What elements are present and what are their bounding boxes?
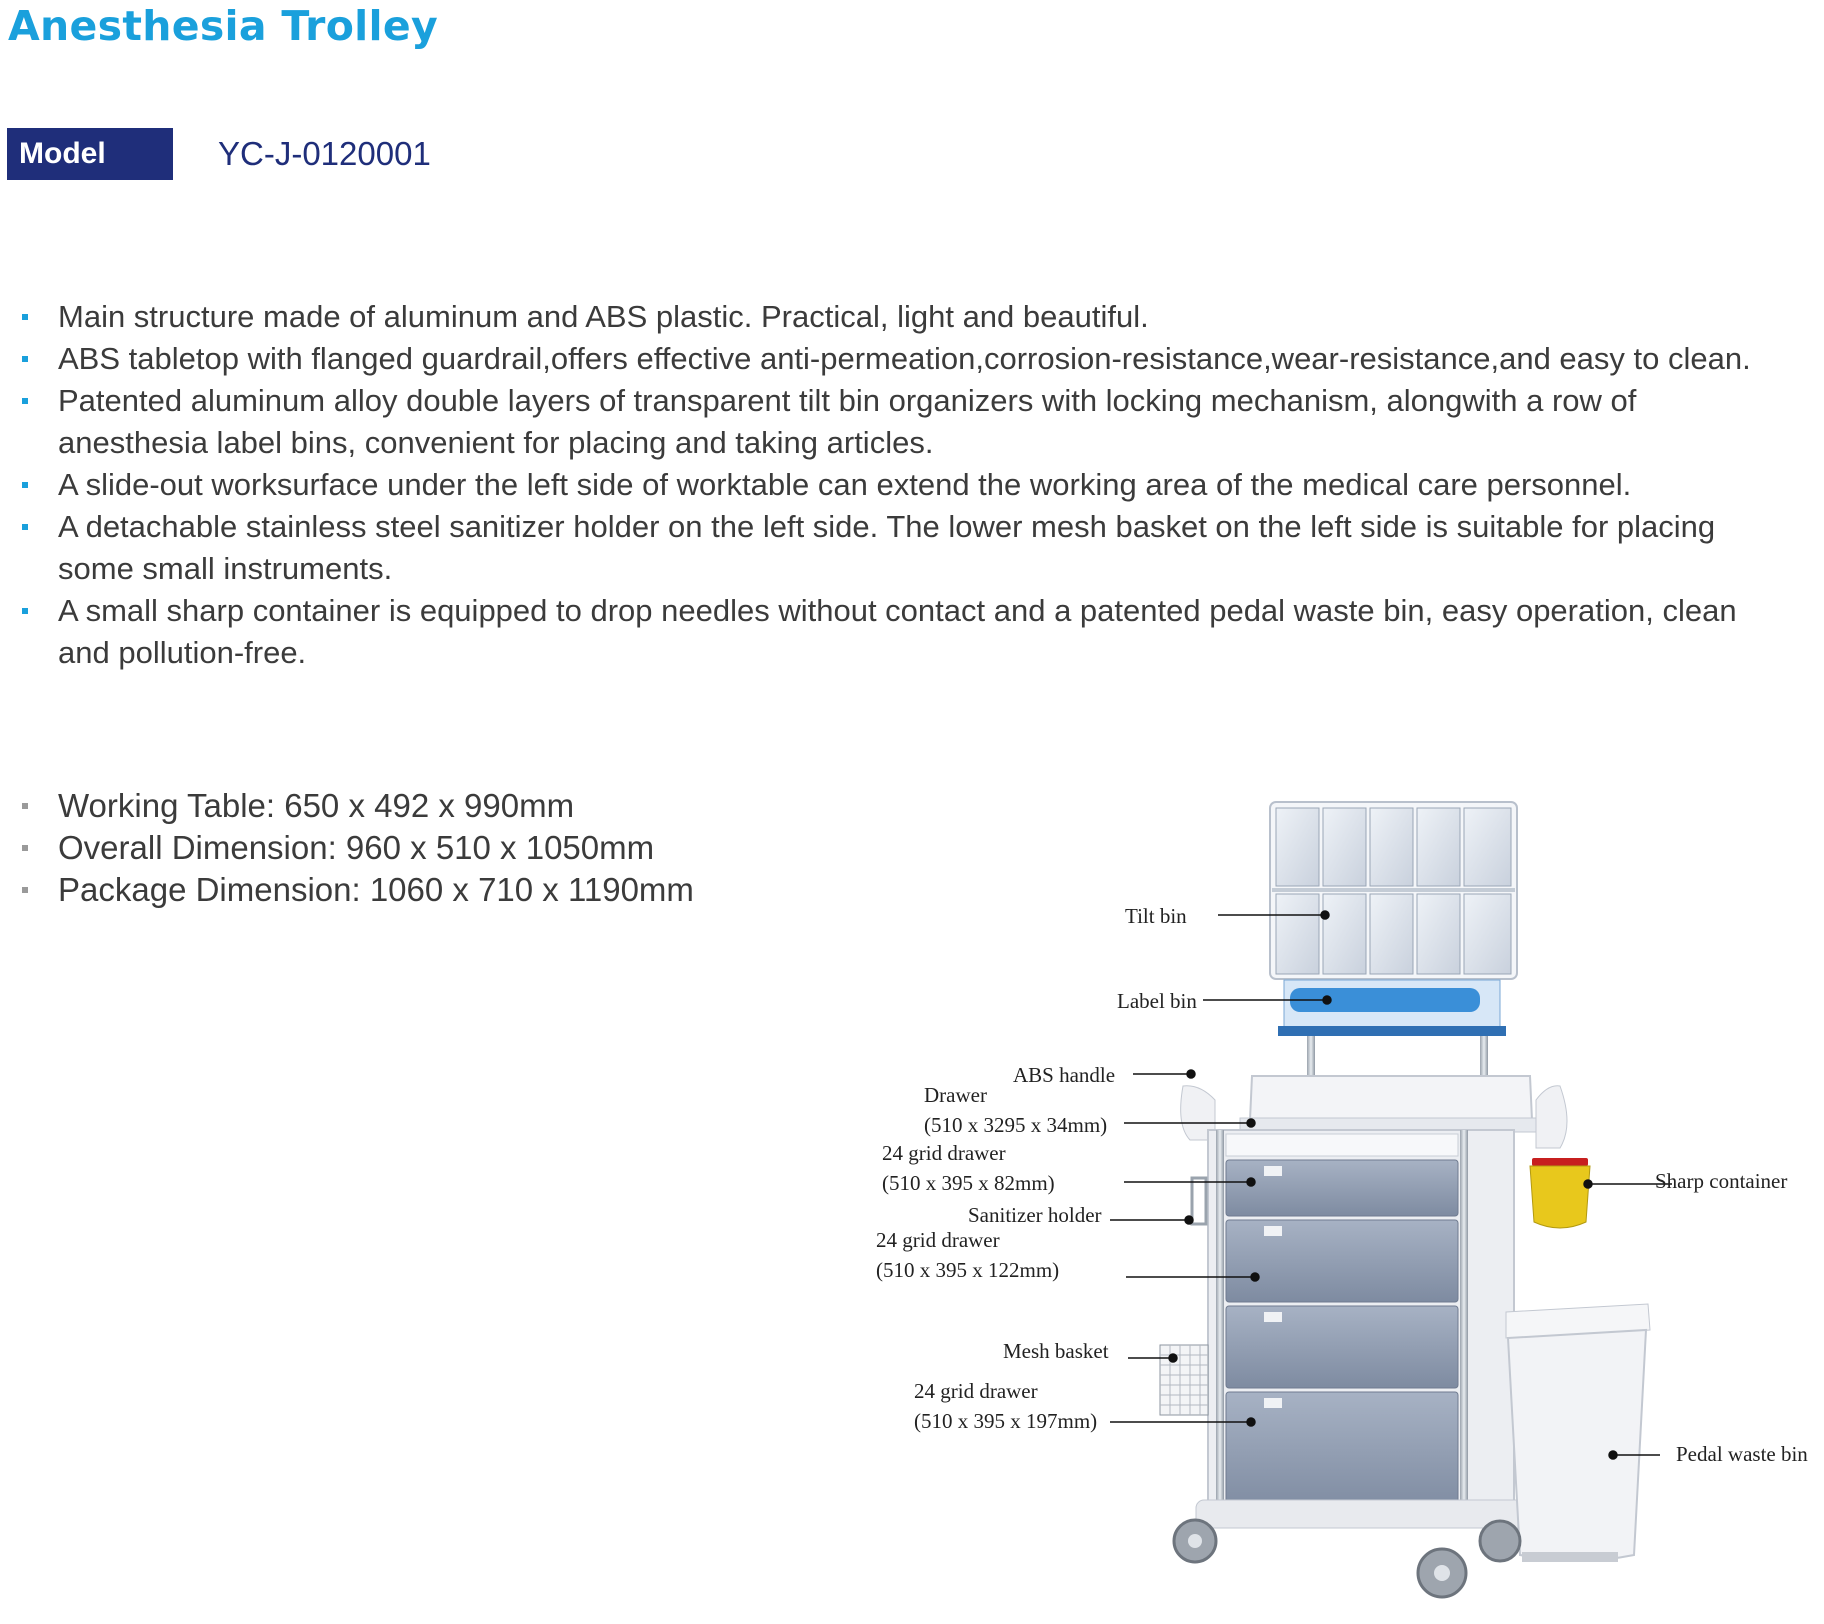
pedal-waste-bin-label: Pedal waste bin: [1676, 1442, 1808, 1466]
model-number-value: YC-J-0120001: [218, 135, 431, 172]
drawer-1-size-label: (510 x 3295 x 34mm): [924, 1113, 1108, 1137]
spec-item: Overall Dimension: 960 x 510 x 1050mm: [22, 827, 694, 869]
tilt-bin-organizer: [1270, 802, 1517, 979]
feature-item: Patented aluminum alloy double layers of transparent tilt bin organizers with locking mechanism, alongwith a row of anesthesia label bins, convenient for placing and taking articles.: [22, 380, 1792, 464]
tilt-bin-label: Tilt bin: [1125, 904, 1187, 928]
sanitizer-holder: [1192, 1178, 1206, 1224]
label-bin: [1278, 980, 1506, 1036]
feature-item: Main structure made of aluminum and ABS plastic. Practical, light and beautiful.: [22, 296, 1792, 338]
pole: [1307, 1036, 1315, 1076]
drawer-2-size-label: (510 x 395 x 82mm): [882, 1171, 1055, 1195]
mesh-basket-label: Mesh basket: [1003, 1339, 1109, 1363]
casters: [1174, 1520, 1520, 1597]
feature-item: A small sharp container is equipped to drop needles without contact and a patented pedal waste bin, easy operation, clean and pollution-free.: [22, 590, 1792, 674]
drawer-3-size-label: (510 x 395 x 122mm): [876, 1258, 1060, 1282]
spec-item: Package Dimension: 1060 x 710 x 1190mm: [22, 869, 694, 911]
feature-item: A detachable stainless steel sanitizer holder on the left side. The lower mesh basket on the left side is suitable for placing some small instruments.: [22, 506, 1792, 590]
drawer-2-name-label: 24 grid drawer: [882, 1141, 1006, 1165]
cabinet: [1196, 1130, 1526, 1528]
pole: [1480, 1036, 1488, 1076]
drawer-4-size-label: (510 x 395 x 197mm): [914, 1409, 1098, 1433]
feature-item: A slide-out worksurface under the left side of worktable can extend the working area of the medical care personnel.: [22, 464, 1792, 506]
feature-item: ABS tabletop with flanged guardrail,offers effective anti-permeation,corrosion-resistance,wear-resistance,and easy to clean.: [22, 338, 1792, 380]
sanitizer-holder-label: Sanitizer holder: [968, 1203, 1102, 1227]
drawer-4-name-label: 24 grid drawer: [914, 1379, 1038, 1403]
mesh-basket: [1160, 1345, 1208, 1415]
sharp-container: [1530, 1158, 1590, 1228]
label-bin-label: Label bin: [1117, 989, 1197, 1013]
drawer-1-name-label: Drawer: [924, 1083, 987, 1107]
model-number-label: Model No.:: [7, 128, 173, 180]
abs-handle-label: ABS handle: [1013, 1063, 1116, 1087]
sharp-container-label: Sharp container: [1655, 1169, 1788, 1193]
drawer-3-name-label: 24 grid drawer: [876, 1228, 1000, 1252]
pedal-waste-bin: [1506, 1304, 1650, 1562]
page-title: Anesthesia Trolley: [8, 2, 439, 50]
spec-item: Working Table: 650 x 492 x 990mm: [22, 785, 694, 827]
